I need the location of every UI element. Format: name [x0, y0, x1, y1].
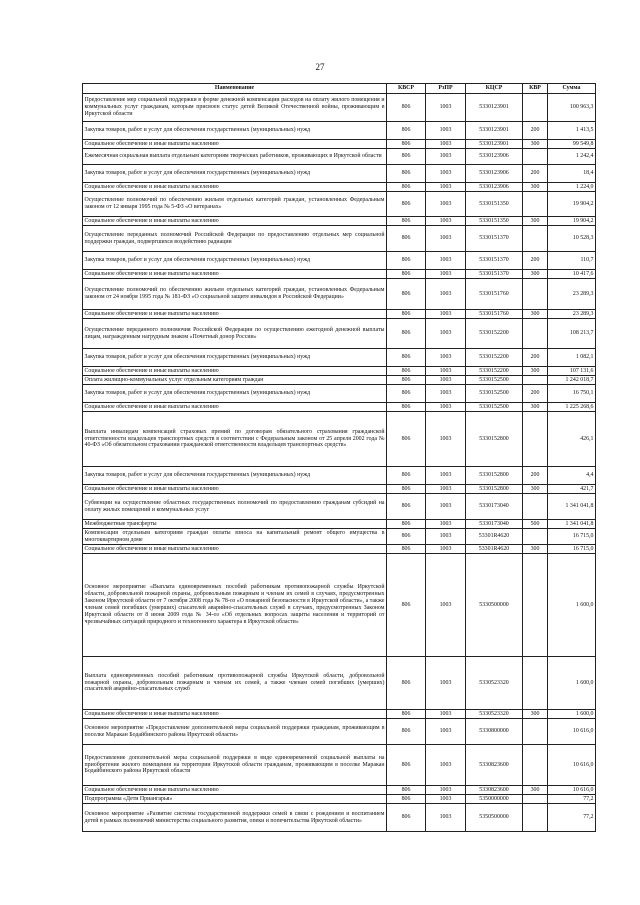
row-sum-cell: 1 242 018,7 [548, 376, 596, 385]
row-kcsr-cell: 5330152200 [466, 319, 523, 349]
row-sum-cell: 16 715,0 [548, 545, 596, 554]
row-name-cell: Осуществление переданных полномочий Российской Федерации по предоставлению отдельных мер социальной поддержки граждан, подвергшихся воздействию радиации [83, 226, 387, 252]
row-sum-cell: 10 616,0 [548, 745, 596, 786]
row-kcsr-cell: 53301R4620 [466, 545, 523, 554]
row-kvsr-cell: 806 [387, 140, 426, 149]
row-rzpr-cell: 1003 [426, 710, 466, 719]
row-kcsr-cell: 5330152500 [466, 403, 523, 412]
row-kvsr-cell: 806 [387, 494, 426, 520]
row-kcsr-cell: 5330152500 [466, 385, 523, 403]
row-name-cell: Выплата инвалидам компенсаций страховых премий по договорам обязательного страхования гражданской ответственности владельцев транспортных средств в соответствии с Федеральным законом от 25 апреля 2002 года № 40-ФЗ «Об обязательном страховании гражданской ответственности владельцев транспортных средств» [83, 412, 387, 467]
row-rzpr-cell: 1003 [426, 252, 466, 270]
row-kvr-cell: 300 [523, 270, 548, 279]
row-kcsr-cell: 5330523320 [466, 710, 523, 719]
row-kcsr-cell: 5330823600 [466, 786, 523, 795]
row-sum-cell: 426,1 [548, 412, 596, 467]
row-sum-cell: 19 904,2 [548, 217, 596, 226]
row-kvr-cell: 200 [523, 252, 548, 270]
table-row [83, 710, 596, 719]
row-kvr-cell: 200 [523, 165, 548, 183]
row-rzpr-cell: 1003 [426, 270, 466, 279]
row-kcsr-cell: 5330123906 [466, 165, 523, 183]
row-rzpr-cell: 1003 [426, 165, 466, 183]
table-row [83, 545, 596, 554]
row-kvr-cell [523, 192, 548, 217]
row-kvsr-cell: 806 [387, 149, 426, 165]
row-name-cell: Социальное обеспечение и иные выплаты населению [83, 545, 387, 554]
row-kvr-cell: 200 [523, 467, 548, 485]
row-kcsr-cell: 5330151370 [466, 252, 523, 270]
row-kvr-cell [523, 412, 548, 467]
row-name-cell: Социальное обеспечение и иные выплаты населению [83, 140, 387, 149]
row-sum-cell: 107 131,6 [548, 367, 596, 376]
table-row [83, 94, 596, 122]
row-sum-cell: 23 289,3 [548, 310, 596, 319]
row-sum-cell: 10 417,6 [548, 270, 596, 279]
row-rzpr-cell: 1003 [426, 467, 466, 485]
table-row [83, 270, 596, 279]
row-name-cell: Социальное обеспечение и иные выплаты населению [83, 710, 387, 719]
row-kvsr-cell: 806 [387, 94, 426, 122]
row-name-cell: Предоставление мер социальной поддержки в форме денежной компенсации расходов на оплату жилого помещения и коммунальных услуг гражданам, которым присвоен статус детей Великой Отечественной войны, проживающим в Иркутской области [83, 94, 387, 122]
row-kcsr-cell: 5330800000 [466, 719, 523, 745]
row-sum-cell: 77,2 [548, 804, 596, 832]
row-name-cell: Осуществление полномочий по обеспечению жильем отдельных категорий граждан, установленных Федеральным законом от 24 ноября 1995 года № 181-ФЗ «О социальной защите инвалидов в Российской Федерации» [83, 279, 387, 310]
row-kvsr-cell: 806 [387, 349, 426, 367]
row-kvr-cell: 200 [523, 122, 548, 140]
row-kvr-cell: 300 [523, 140, 548, 149]
table-row [83, 252, 596, 270]
row-sum-cell: 4,4 [548, 467, 596, 485]
row-kvsr-cell: 806 [387, 795, 426, 804]
row-kcsr-cell: 5330151350 [466, 217, 523, 226]
row-kvsr-cell: 806 [387, 657, 426, 710]
row-kvsr-cell: 806 [387, 529, 426, 545]
header-kvr: КВР [523, 84, 548, 94]
row-rzpr-cell: 1003 [426, 376, 466, 385]
row-kvsr-cell: 806 [387, 192, 426, 217]
row-kvr-cell: 300 [523, 710, 548, 719]
row-kvsr-cell: 806 [387, 485, 426, 494]
row-sum-cell: 1 413,5 [548, 122, 596, 140]
row-kvsr-cell: 806 [387, 719, 426, 745]
row-sum-cell: 77,2 [548, 795, 596, 804]
table-row [83, 165, 596, 183]
row-kvr-cell: 500 [523, 520, 548, 529]
table-header-row [83, 84, 596, 94]
table-row [83, 319, 596, 349]
row-rzpr-cell: 1003 [426, 529, 466, 545]
row-rzpr-cell: 1003 [426, 412, 466, 467]
row-kvsr-cell: 806 [387, 385, 426, 403]
row-name-cell: Осуществление переданного полномочия Российской Федерации по осуществлению ежегодной денежной выплаты лицам, награжденным нагрудным знаком «Почетный донор России» [83, 319, 387, 349]
row-rzpr-cell: 1003 [426, 745, 466, 786]
row-kvsr-cell: 806 [387, 412, 426, 467]
row-sum-cell: 110,7 [548, 252, 596, 270]
row-kvsr-cell: 806 [387, 710, 426, 719]
row-kvsr-cell: 806 [387, 310, 426, 319]
row-rzpr-cell: 1003 [426, 217, 466, 226]
row-name-cell: Компенсация отдельным категориям граждан оплаты взноса на капитальный ремонт общего имущества в многоквартирном доме [84, 529, 385, 543]
row-sum-cell: 1 600,0 [548, 710, 596, 719]
row-kvr-cell [523, 804, 548, 832]
row-rzpr-cell: 1003 [426, 494, 466, 520]
row-name-cell: Социальное обеспечение и иные выплаты населению [83, 403, 387, 412]
table-row [83, 795, 596, 804]
row-kcsr-cell: 5330823600 [466, 745, 523, 786]
row-sum-cell: 108 213,7 [548, 319, 596, 349]
row-kcsr-cell: 5350500000 [466, 804, 523, 832]
row-name-cell: Предоставление дополнительной меры социальной поддержки в виде единовременной социальной выплаты на приобретение жилого помещения на территории Иркутской области гражданам, проживающим в поселке Маракан Бодайбинского района Иркутской области [83, 745, 387, 786]
row-kvsr-cell: 806 [387, 367, 426, 376]
row-kcsr-cell: 5330151760 [466, 310, 523, 319]
row-kcsr-cell: 5330151370 [466, 226, 523, 252]
row-kvr-cell [523, 376, 548, 385]
table-row [83, 122, 596, 140]
row-sum-cell: 421,7 [548, 485, 596, 494]
row-kvsr-cell: 806 [387, 252, 426, 270]
row-name-cell: Осуществление полномочий по обеспечению жильем отдельных категорий граждан, установленных Федеральным законом от 12 января 1995 года № 5-ФЗ «О ветеранах» [83, 192, 387, 217]
header-kvsr: КВСР [387, 84, 426, 94]
table-row [83, 494, 596, 520]
row-sum-cell: 19 904,2 [548, 192, 596, 217]
row-name-cell: Социальное обеспечение и иные выплаты населению [83, 485, 387, 494]
row-kcsr-cell: 5330123906 [466, 183, 523, 192]
row-rzpr-cell: 1003 [426, 183, 466, 192]
table-row [83, 554, 596, 657]
row-rzpr-cell: 1003 [426, 795, 466, 804]
row-sum-cell: 1 242,4 [548, 149, 596, 165]
table-row [83, 367, 596, 376]
row-kvsr-cell: 806 [387, 165, 426, 183]
row-kcsr-cell: 5330152500 [466, 376, 523, 385]
row-kvr-cell: 300 [523, 310, 548, 319]
row-rzpr-cell: 1003 [426, 349, 466, 367]
row-rzpr-cell: 1003 [426, 226, 466, 252]
row-kvr-cell: 300 [523, 367, 548, 376]
row-kvsr-cell: 806 [387, 270, 426, 279]
row-name-cell: Ежемесячная социальная выплата отдельным категориям творческих работников, проживающих в Иркутской области [83, 149, 387, 165]
row-rzpr-cell: 1003 [426, 485, 466, 494]
row-name-cell: Закупка товаров, работ и услуг для обеспечения государственных (муниципальных) нужд [83, 165, 387, 183]
row-rzpr-cell: 1003 [426, 804, 466, 832]
row-rzpr-cell: 1003 [426, 545, 466, 554]
row-rzpr-cell: 1003 [426, 786, 466, 795]
row-kvsr-cell: 806 [387, 319, 426, 349]
row-kcsr-cell: 5330173040 [466, 494, 523, 520]
header-sum: Сумма [548, 84, 596, 94]
row-kcsr-cell: 53301R4620 [466, 529, 523, 545]
row-kvr-cell [523, 149, 548, 165]
table-row [83, 485, 596, 494]
row-kvr-cell: 200 [523, 349, 548, 367]
row-rzpr-cell: 1003 [426, 149, 466, 165]
row-kvsr-cell: 806 [387, 804, 426, 832]
row-rzpr-cell: 1003 [426, 385, 466, 403]
row-kcsr-cell: 5330151350 [466, 192, 523, 217]
row-kvr-cell [523, 554, 548, 657]
row-rzpr-cell: 1003 [426, 554, 466, 657]
row-rzpr-cell: 1003 [426, 403, 466, 412]
row-kvr-cell [523, 657, 548, 710]
table-row [83, 786, 596, 795]
table-row [83, 804, 596, 832]
row-kcsr-cell: 5330152200 [466, 367, 523, 376]
row-kvsr-cell: 806 [387, 554, 426, 657]
row-kvr-cell [523, 319, 548, 349]
row-name-cell: Социальное обеспечение и иные выплаты населению [83, 217, 387, 226]
row-name-cell: Социальное обеспечение и иные выплаты населению [83, 270, 387, 279]
row-name-cell: Закупка товаров, работ и услуг для обеспечения государственных (муниципальных) нужд [83, 349, 387, 367]
row-kcsr-cell: 5330151760 [466, 279, 523, 310]
row-rzpr-cell: 1003 [426, 719, 466, 745]
row-kvsr-cell: 806 [387, 520, 426, 529]
row-name-cell: Социальное обеспечение и иные выплаты населению [83, 786, 387, 795]
row-kvr-cell [523, 795, 548, 804]
row-kvsr-cell: 806 [387, 745, 426, 786]
row-kcsr-cell: 5330123901 [466, 122, 523, 140]
row-kvr-cell: 300 [523, 217, 548, 226]
row-name-cell: Подпрограмма «Дети Приангарья» [83, 795, 387, 804]
row-name-cell: Основное мероприятие «Выплата единовременных пособий работникам противопожарной службы Иркутской области, добровольной пожарной охраны, добровольным пожарным и членам их семей в случаях, предусмотренных Законом Иркутской области от 7 октября 2008 года № 78-оз «О пожарной безопасности в Иркутской области», а также членам семей погибших (умерших) спасателей аварийно-спасательных служб в случаях, предусмотренных Законом Иркутской области от 8 июня 2009 года № 34-оз «Об отдельных вопросах защиты населения и территорий от чрезвычайных ситуаций природного и техногенного характера в Иркутской области» [83, 554, 387, 657]
row-rzpr-cell: 1003 [426, 310, 466, 319]
row-sum-cell: 18,4 [548, 165, 596, 183]
row-name-cell: Основное мероприятие «Предоставление дополнительной меры социальной поддержки гражданам, проживающим в поселке Маракан Бодайбинского района Иркутской области» [83, 719, 387, 745]
row-kvr-cell [523, 719, 548, 745]
row-kvsr-cell: 806 [387, 376, 426, 385]
row-kcsr-cell: 5330152800 [466, 485, 523, 494]
table-row [83, 467, 596, 485]
row-sum-cell: 100 963,3 [548, 94, 596, 122]
row-kvr-cell [523, 279, 548, 310]
row-name-cell: Закупка товаров, работ и услуг для обеспечения государственных (муниципальных) нужд [83, 385, 387, 403]
row-sum-cell: 99 549,8 [548, 140, 596, 149]
row-kvr-cell: 300 [523, 545, 548, 554]
row-name-cell: Межбюджетные трансферты [83, 520, 387, 529]
row-sum-cell: 10 528,3 [548, 226, 596, 252]
header-kcsr: КЦСР [466, 84, 523, 94]
row-kvsr-cell: 806 [387, 279, 426, 310]
row-name-cell: Оплата жилищно-коммунальных услуг отдельным категориям граждан [83, 376, 387, 385]
row-sum-cell: 1 600,0 [548, 657, 596, 710]
table-row [83, 279, 596, 310]
row-sum-cell: 1 600,0 [548, 554, 596, 657]
row-name-cell: Закупка товаров, работ и услуг для обеспечения государственных (муниципальных) нужд [83, 252, 387, 270]
table-body [83, 94, 596, 832]
row-sum-cell: 1 224,0 [548, 183, 596, 192]
row-rzpr-cell: 1003 [426, 520, 466, 529]
row-kcsr-cell: 5330152800 [466, 412, 523, 467]
row-kcsr-cell: 5330152200 [466, 349, 523, 367]
row-kvr-cell: 300 [523, 485, 548, 494]
row-sum-cell: 1 341 041,8 [548, 494, 596, 520]
row-rzpr-cell: 1003 [426, 279, 466, 310]
row-sum-cell: 10 616,0 [548, 719, 596, 745]
table-row [83, 217, 596, 226]
table-row [83, 403, 596, 412]
row-kvsr-cell: 806 [387, 545, 426, 554]
row-kcsr-cell: 5330123901 [466, 94, 523, 122]
budget-table [82, 83, 596, 832]
table-row [83, 349, 596, 367]
table-row [83, 745, 596, 786]
table-row [83, 719, 596, 745]
row-name-cell: Социальное обеспечение и иные выплаты населению [83, 310, 387, 319]
row-kvr-cell: 300 [523, 183, 548, 192]
table-row [83, 183, 596, 192]
row-kcsr-cell: 5330173040 [466, 520, 523, 529]
row-name-cell: Основное мероприятие «Развитие системы государственной поддержки семей в связи с рождением и воспитанием детей в рамках полномочий министерства социального развития, опеки и попечительства Иркутской области» [83, 804, 387, 832]
row-kvr-cell [523, 494, 548, 520]
row-kvr-cell [523, 745, 548, 786]
row-sum-cell: 16 750,1 [548, 385, 596, 403]
row-kvr-cell: 200 [523, 385, 548, 403]
row-rzpr-cell: 1003 [426, 140, 466, 149]
row-kvsr-cell: 806 [387, 467, 426, 485]
row-kcsr-cell: 5330152800 [466, 467, 523, 485]
table-row [83, 657, 596, 710]
header-name: Наименование [83, 84, 387, 94]
row-kcsr-cell: 5350000000 [466, 795, 523, 804]
row-sum-cell: 23 289,3 [548, 279, 596, 310]
row-kcsr-cell: 5330500000 [466, 554, 523, 657]
row-kvr-cell: 300 [523, 786, 548, 795]
table-row [83, 385, 596, 403]
row-rzpr-cell: 1003 [426, 319, 466, 349]
row-sum-cell: 1 225 268,6 [548, 403, 596, 412]
row-name-cell: Субвенции на осуществление областных государственных полномочий по предоставлению гражданам субсидий на оплату жилых помещений и коммунальных услуг [83, 494, 387, 520]
row-kvr-cell: 300 [523, 403, 548, 412]
row-name-cell: Закупка товаров, работ и услуг для обеспечения государственных (муниципальных) нужд [83, 467, 387, 485]
row-kvsr-cell: 806 [387, 403, 426, 412]
row-name-cell: Закупка товаров, работ и услуг для обеспечения государственных (муниципальных) нужд [83, 122, 387, 140]
row-sum-cell: 10 616,0 [548, 786, 596, 795]
row-kvsr-cell: 806 [387, 786, 426, 795]
row-kvsr-cell: 806 [387, 217, 426, 226]
row-kvr-cell [523, 94, 548, 122]
row-name-cell: Выплата единовременных пособий работникам противопожарной службы Иркутской области, добровольной пожарной охраны, добровольным пожарным и членам их семей, а также членам семей погибших (умерших) спасателей аварийно-спасательных служб [83, 657, 387, 710]
row-rzpr-cell: 1003 [426, 122, 466, 140]
table-row [83, 192, 596, 217]
table-row [83, 226, 596, 252]
row-rzpr-cell: 1003 [426, 94, 466, 122]
row-kvr-cell [523, 529, 548, 545]
table-row [83, 529, 596, 545]
header-rzpr: РзПР [426, 84, 466, 94]
row-kvsr-cell: 806 [387, 122, 426, 140]
row-sum-cell: 1 341 041,8 [548, 520, 596, 529]
page-number: 27 [315, 62, 325, 72]
row-kcsr-cell: 5330123901 [466, 140, 523, 149]
row-kcsr-cell: 5330523320 [466, 657, 523, 710]
table-row [83, 149, 596, 165]
table-row [83, 376, 596, 385]
row-sum-cell: 1 082,1 [548, 349, 596, 367]
table-row [83, 520, 596, 529]
table-row [83, 140, 596, 149]
table-row [83, 310, 596, 319]
row-sum-cell: 16 715,0 [548, 529, 596, 545]
row-name-cell: Социальное обеспечение и иные выплаты населению [83, 367, 387, 376]
row-kcsr-cell: 5330151370 [466, 270, 523, 279]
row-kvsr-cell: 806 [387, 183, 426, 192]
row-kvsr-cell: 806 [387, 226, 426, 252]
row-kcsr-cell: 5330123906 [466, 149, 523, 165]
table-row [83, 412, 596, 467]
row-rzpr-cell: 1003 [426, 367, 466, 376]
row-rzpr-cell: 1003 [426, 192, 466, 217]
row-name-cell: Социальное обеспечение и иные выплаты населению [83, 183, 387, 192]
row-kvr-cell [523, 226, 548, 252]
row-rzpr-cell: 1003 [426, 657, 466, 710]
